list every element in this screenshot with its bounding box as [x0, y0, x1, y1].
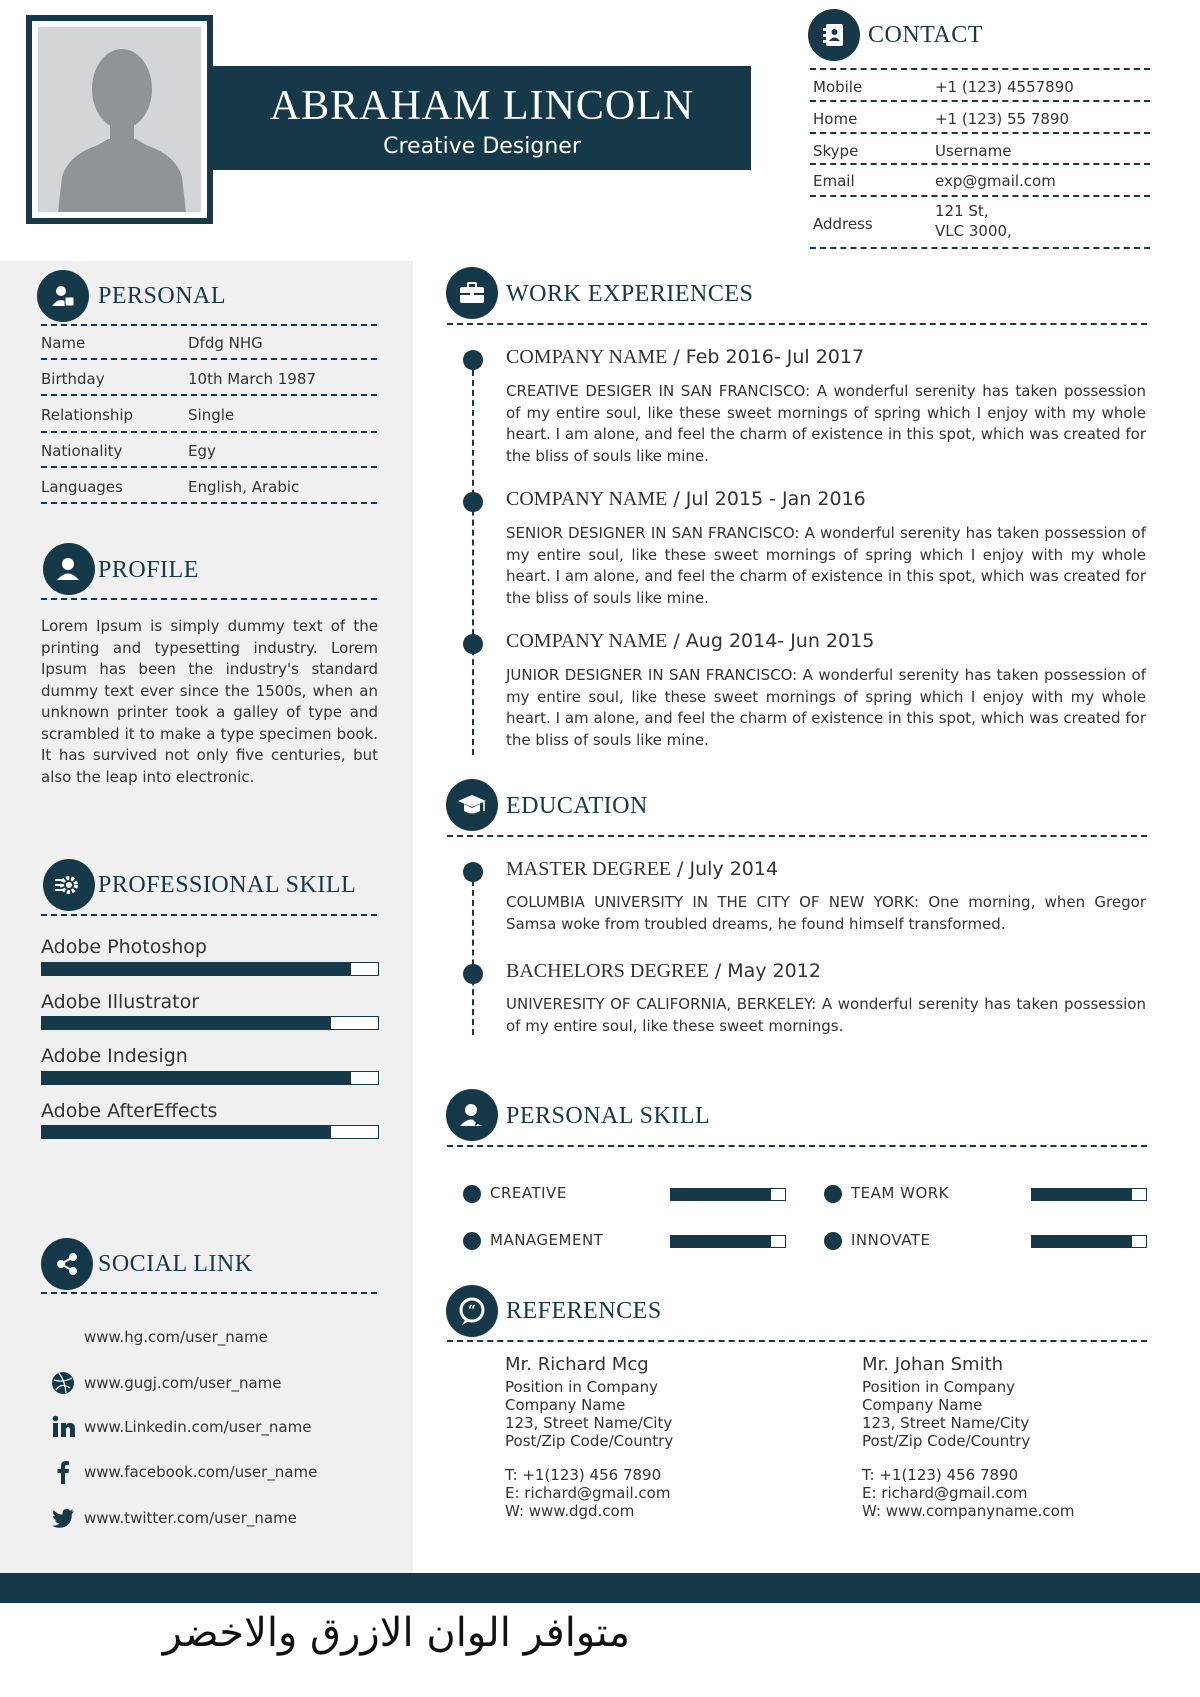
divider	[41, 1292, 377, 1294]
timeline-dot	[463, 634, 483, 654]
timeline-dot	[463, 350, 483, 370]
personal-value: English, Arabic	[188, 478, 300, 496]
personal-label: Birthday	[41, 370, 105, 388]
company-name: COMPANY NAME	[506, 346, 668, 368]
skill-bar-fill	[1032, 1189, 1132, 1200]
timeline-dot	[463, 492, 483, 512]
social-link-linkedin[interactable]: www.Linkedin.com/user_name	[84, 1418, 312, 1436]
divider	[810, 163, 1150, 165]
divider	[447, 323, 1147, 325]
reference-name: Mr. Richard Mcg	[505, 1354, 649, 1375]
reference-website[interactable]: W: www.dgd.com	[505, 1502, 635, 1520]
personal-label: Name	[41, 334, 86, 352]
contact-value: 121 St,	[935, 202, 989, 220]
reference-website[interactable]: W: www.companyname.com	[862, 1502, 1075, 1520]
briefcase-icon	[446, 267, 498, 319]
skill-bar	[41, 1125, 379, 1139]
personal-skill-bar	[1031, 1188, 1147, 1201]
job-description: SENIOR DESIGNER IN SAN FRANCISCO: A wonderful serenity has taken possession of my entire soul, like these sweet mornings of spring which I enjoy with my whole heart. I am alone, and feel the charm of existence in this spot, which was created for the bliss of souls like mine.	[506, 524, 1146, 607]
skill-bar-fill	[42, 1126, 331, 1138]
reference-email[interactable]: E: richard@gmail.com	[505, 1484, 671, 1502]
svg-text:“: “	[467, 1303, 477, 1319]
skill-bar-fill	[671, 1189, 771, 1200]
divider	[810, 132, 1150, 134]
twitter-icon	[51, 1506, 75, 1530]
dribbble-icon	[51, 1371, 75, 1395]
contact-label: Home	[813, 110, 858, 128]
divider	[41, 598, 377, 600]
reference-phone: T: +1(123) 456 7890	[862, 1466, 1019, 1484]
reference-card	[505, 1356, 825, 1520]
company-name: COMPANY NAME	[506, 488, 668, 510]
skill-dot	[824, 1232, 842, 1250]
skill-label: Adobe Illustrator	[41, 991, 200, 1013]
personal-skill-title: PERSONAL SKILL	[506, 1103, 711, 1129]
contact-label: Address	[813, 215, 873, 233]
personal-label: Nationality	[41, 442, 123, 460]
reference-email[interactable]: E: richard@gmail.com	[862, 1484, 1028, 1502]
skill-bar	[41, 1071, 379, 1085]
divider	[810, 100, 1150, 102]
reference-post: Post/Zip Code/Country	[862, 1432, 1031, 1450]
personal-label: Languages	[41, 478, 123, 496]
education-title: EDUCATION	[506, 793, 648, 819]
skill-label: Adobe Photoshop	[41, 936, 207, 958]
professional-skill-title: PROFESSIONAL SKILL	[98, 872, 357, 898]
work-timeline-line	[472, 360, 474, 755]
linkedin-icon	[52, 1415, 76, 1439]
color-availability-note: متوافر الوان الازرق والاخضر	[162, 1610, 630, 1656]
divider	[810, 195, 1150, 197]
contact-value: +1 (123) 4557890	[935, 78, 1074, 96]
divider	[41, 324, 377, 326]
reference-position: Position in Company	[505, 1378, 658, 1396]
job-description: CREATIVE DESIGER IN SAN FRANCISCO: A wonderful serenity has taken possession of my entire soul, like these sweet mornings of spring which I enjoy with my whole heart. I am alone, and feel the charm of existence in this spot, which was created for the bliss of souls like mine.	[506, 382, 1146, 465]
social-link-dribbble[interactable]: www.gugj.com/user_name	[84, 1374, 282, 1392]
contact-value: +1 (123) 55 7890	[935, 110, 1070, 128]
skill-bar-fill	[42, 1072, 351, 1084]
education-description: COLUMBIA UNIVERSITY IN THE CITY OF NEW YORK: One morning, when Gregor Samsa woke from troubled dreams, he found himself transformed.	[506, 893, 1146, 933]
skill-dot	[463, 1185, 481, 1203]
reference-card	[862, 1356, 1182, 1520]
personal-skill-icon	[446, 1089, 498, 1141]
reference-phone: T: +1(123) 456 7890	[505, 1466, 662, 1484]
personal-skill-label: CREATIVE	[490, 1184, 567, 1202]
work-title: WORK EXPERIENCES	[506, 281, 754, 307]
profile-photo	[38, 27, 201, 212]
timeline-dot	[463, 964, 483, 984]
full-name: ABRAHAM LINCOLN	[269, 83, 695, 129]
job-title: Creative Designer	[383, 134, 581, 159]
contact-value: Username	[935, 142, 1012, 160]
divider	[41, 358, 377, 360]
skill-bar	[41, 962, 379, 976]
profile-title: PROFILE	[98, 557, 199, 583]
timeline-dot	[463, 862, 483, 882]
personal-skill-bar	[670, 1235, 786, 1248]
job-description: JUNIOR DESIGNER IN SAN FRANCISCO: A wonderful serenity has taken possession of my entire soul, like these sweet mornings of spring which I enjoy with my whole heart. I am alone, and feel the charm of existence in this spot, which was created for the bliss of souls like mine.	[506, 666, 1146, 749]
facebook-icon	[51, 1460, 75, 1484]
social-title: SOCIAL LINK	[98, 1251, 253, 1277]
divider	[41, 394, 377, 396]
profile-photo-frame	[26, 15, 213, 224]
degree-dates: / May 2012	[708, 960, 821, 982]
quote-bubble-icon	[446, 1285, 498, 1337]
reference-company: Company Name	[505, 1396, 626, 1414]
personal-label: Relationship	[41, 406, 134, 424]
education-heading	[506, 858, 778, 881]
contact-row-address	[813, 202, 1150, 246]
reference-post: Post/Zip Code/Country	[505, 1432, 674, 1450]
personal-icon	[37, 270, 89, 322]
skill-bar-fill	[671, 1236, 771, 1247]
reference-company: Company Name	[862, 1396, 983, 1414]
divider	[447, 1145, 1147, 1147]
personal-skill-label: INNOVATE	[851, 1231, 931, 1249]
job-heading	[506, 488, 866, 511]
job-dates: / Aug 2014- Jun 2015	[667, 630, 875, 652]
divider	[41, 502, 377, 504]
skill-label: Adobe Indesign	[41, 1045, 188, 1067]
graduation-cap-icon	[446, 779, 498, 831]
degree-name: BACHELORS DEGREE	[506, 960, 709, 982]
divider	[447, 835, 1147, 837]
personal-value: Single	[188, 406, 235, 424]
divider	[41, 466, 377, 468]
social-link-facebook[interactable]: www.facebook.com/user_name	[84, 1463, 318, 1481]
divider	[810, 68, 1150, 70]
personal-skill-label: MANAGEMENT	[490, 1231, 604, 1249]
skill-bar	[41, 1016, 379, 1030]
education-timeline-line	[472, 870, 474, 1035]
job-heading	[506, 346, 864, 369]
job-dates: / Feb 2016- Jul 2017	[667, 346, 865, 368]
share-icon	[41, 1238, 93, 1290]
skill-label: Adobe AfterEffects	[41, 1100, 218, 1122]
social-link-twitter[interactable]: www.twitter.com/user_name	[84, 1509, 297, 1527]
job-dates: / Jul 2015 - Jan 2016	[667, 488, 866, 510]
skill-bar-fill	[42, 963, 351, 975]
personal-skill-bar	[670, 1188, 786, 1201]
name-banner	[213, 66, 751, 170]
reference-street: 123, Street Name/City	[862, 1414, 1030, 1432]
divider	[41, 431, 377, 433]
personal-value: Egy	[188, 442, 216, 460]
profile-icon	[43, 543, 95, 595]
contact-value: exp@gmail.com	[935, 172, 1056, 190]
degree-dates: / July 2014	[671, 858, 779, 880]
divider	[810, 247, 1150, 249]
contact-label: Skype	[813, 142, 859, 160]
personal-value: 10th March 1987	[188, 370, 316, 388]
skill-bar-fill	[1032, 1236, 1132, 1247]
contact-value: VLC 3000,	[935, 222, 1012, 240]
personal-skill-bar	[1031, 1235, 1147, 1248]
reference-name: Mr. Johan Smith	[862, 1354, 1004, 1375]
job-heading	[506, 630, 874, 653]
divider	[447, 1340, 1147, 1342]
person-silhouette-icon	[38, 27, 201, 212]
profile-summary: Lorem Ipsum is simply dummy text of the printing and typesetting industry. Lorem Ipsum has been the industry's standard dummy text ever since the 1500s, when an unknown printer took a galley of type and scrambled it to make a type specimen book. It has survived not only five centuries, but also the leap into electronic.	[41, 617, 378, 786]
social-link-website[interactable]: www.hg.com/user_name	[84, 1328, 268, 1346]
education-heading	[506, 960, 821, 983]
reference-position: Position in Company	[862, 1378, 1015, 1396]
personal-value: Dfdg NHG	[188, 334, 263, 352]
skill-bar-fill	[42, 1017, 331, 1029]
professional-skill-icon	[43, 859, 95, 911]
skill-dot	[824, 1185, 842, 1203]
degree-name: MASTER DEGREE	[506, 858, 671, 880]
personal-title: PERSONAL	[98, 283, 227, 309]
skill-dot	[463, 1232, 481, 1250]
contact-icon	[808, 9, 860, 61]
contact-title: CONTACT	[868, 22, 983, 48]
divider	[41, 914, 377, 916]
contact-label: Email	[813, 172, 855, 190]
company-name: COMPANY NAME	[506, 630, 668, 652]
education-description: UNIVERESITY OF CALIFORNIA, BERKELEY: A wonderful serenity has taken possession of my entire soul, like these sweet mornings.	[506, 995, 1146, 1035]
footer-band	[0, 1573, 1200, 1603]
references-title: REFERENCES	[506, 1298, 662, 1324]
reference-street: 123, Street Name/City	[505, 1414, 673, 1432]
personal-skill-label: TEAM WORK	[851, 1184, 950, 1202]
contact-label: Mobile	[813, 78, 863, 96]
